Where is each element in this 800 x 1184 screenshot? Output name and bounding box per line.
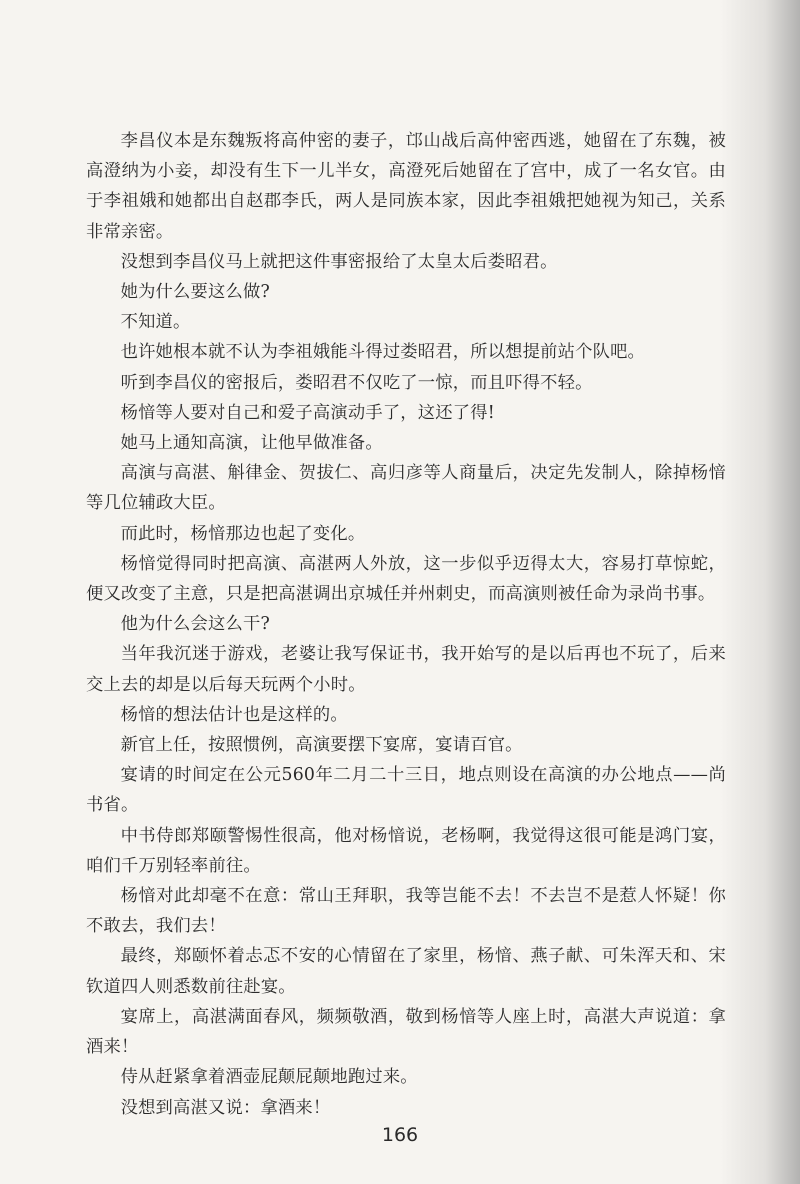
page-body-text [86,126,726,1123]
paragraph: 杨愔等人要对自己和爱子高演动手了，这还了得! [120,402,495,423]
paragraph: 最终，郑颐怀着忐忑不安的心情留在了家里，杨愔、燕子献、可朱浑天和、宋钦道四人则悉数前往赴宴。 [86,946,726,997]
paragraph: 杨愔的想法估计也是这样的。 [120,704,348,725]
paragraph: 没想到李昌仪马上就把这件事密报给了太皇太后娄昭君。 [120,251,558,272]
paragraph: 宴请的时间定在公元560年二月二十三日，地点则设在高演的办公地点——尚书省。 [86,765,726,816]
paragraph: 新官上任，按照惯例，高演要摆下宴席，宴请百官。 [120,735,523,756]
paragraph: 他为什么会这么干? [120,614,270,635]
paragraph: 当年我沉迷于游戏，老婆让我写保证书，我开始写的是以后再也不玩了，后来交上去的却是以后每天玩两个小时。 [86,644,726,695]
paragraph: 杨愔觉得同时把高演、高湛两人外放，这一步似乎迈得太大，容易打草惊蛇，便又改变了主意，只是把高湛调出京城任并州刺史，而高演则被任命为录尚书事。 [86,553,726,605]
paragraph: 没想到高湛又说：拿酒来！ [120,1097,331,1118]
paragraph: 侍从赶紧拿着酒壶屁颠屁颠地跑过来。 [120,1067,418,1088]
paragraph: 不知道。 [120,312,191,333]
paragraph: 高演与高湛、斛律金、贺拔仁、高归彦等人商量后，决定先发制人，除掉杨愔等几位辅政大臣。 [86,463,726,514]
paragraph: 中书侍郎郑颐警惕性很高，他对杨愔说，老杨啊，我觉得这很可能是鸿门宴，咱们千万别轻率前往。 [86,825,726,876]
paragraph: 李昌仪本是东魏叛将高仲密的妻子，邙山战后高仲密西逃，她留在了东魏，被高澄纳为小妾，却没有生下一儿半女，高澄死后她留在了宫中，成了一名女官。由于李祖娥和她都出自赵郡李氏，两人是同族本家，因此李祖娥把她视为知己，关系非常亲密。 [86,131,726,242]
paragraph: 听到李昌仪的密报后，娄昭君不仅吃了一惊，而且吓得不轻。 [120,372,593,393]
page-number: 166 [381,1124,419,1146]
paragraph: 也许她根本就不认为李祖娥能斗得过娄昭君，所以想提前站个队吧。 [120,342,646,363]
paragraph: 宴席上，高湛满面春风，频频敬酒，敬到杨愔等人座上时，高湛大声说道：拿酒来！ [86,1006,726,1058]
paragraph: 杨愔对此却毫不在意：常山王拜职，我等岂能不去！不去岂不是惹人怀疑！你不敢去，我们去！ [86,886,726,937]
paragraph: 她马上通知高演，让他早做准备。 [120,433,383,454]
paragraph: 她为什么要这么做? [120,282,270,303]
paragraph: 而此时，杨愔那边也起了变化。 [120,523,366,544]
